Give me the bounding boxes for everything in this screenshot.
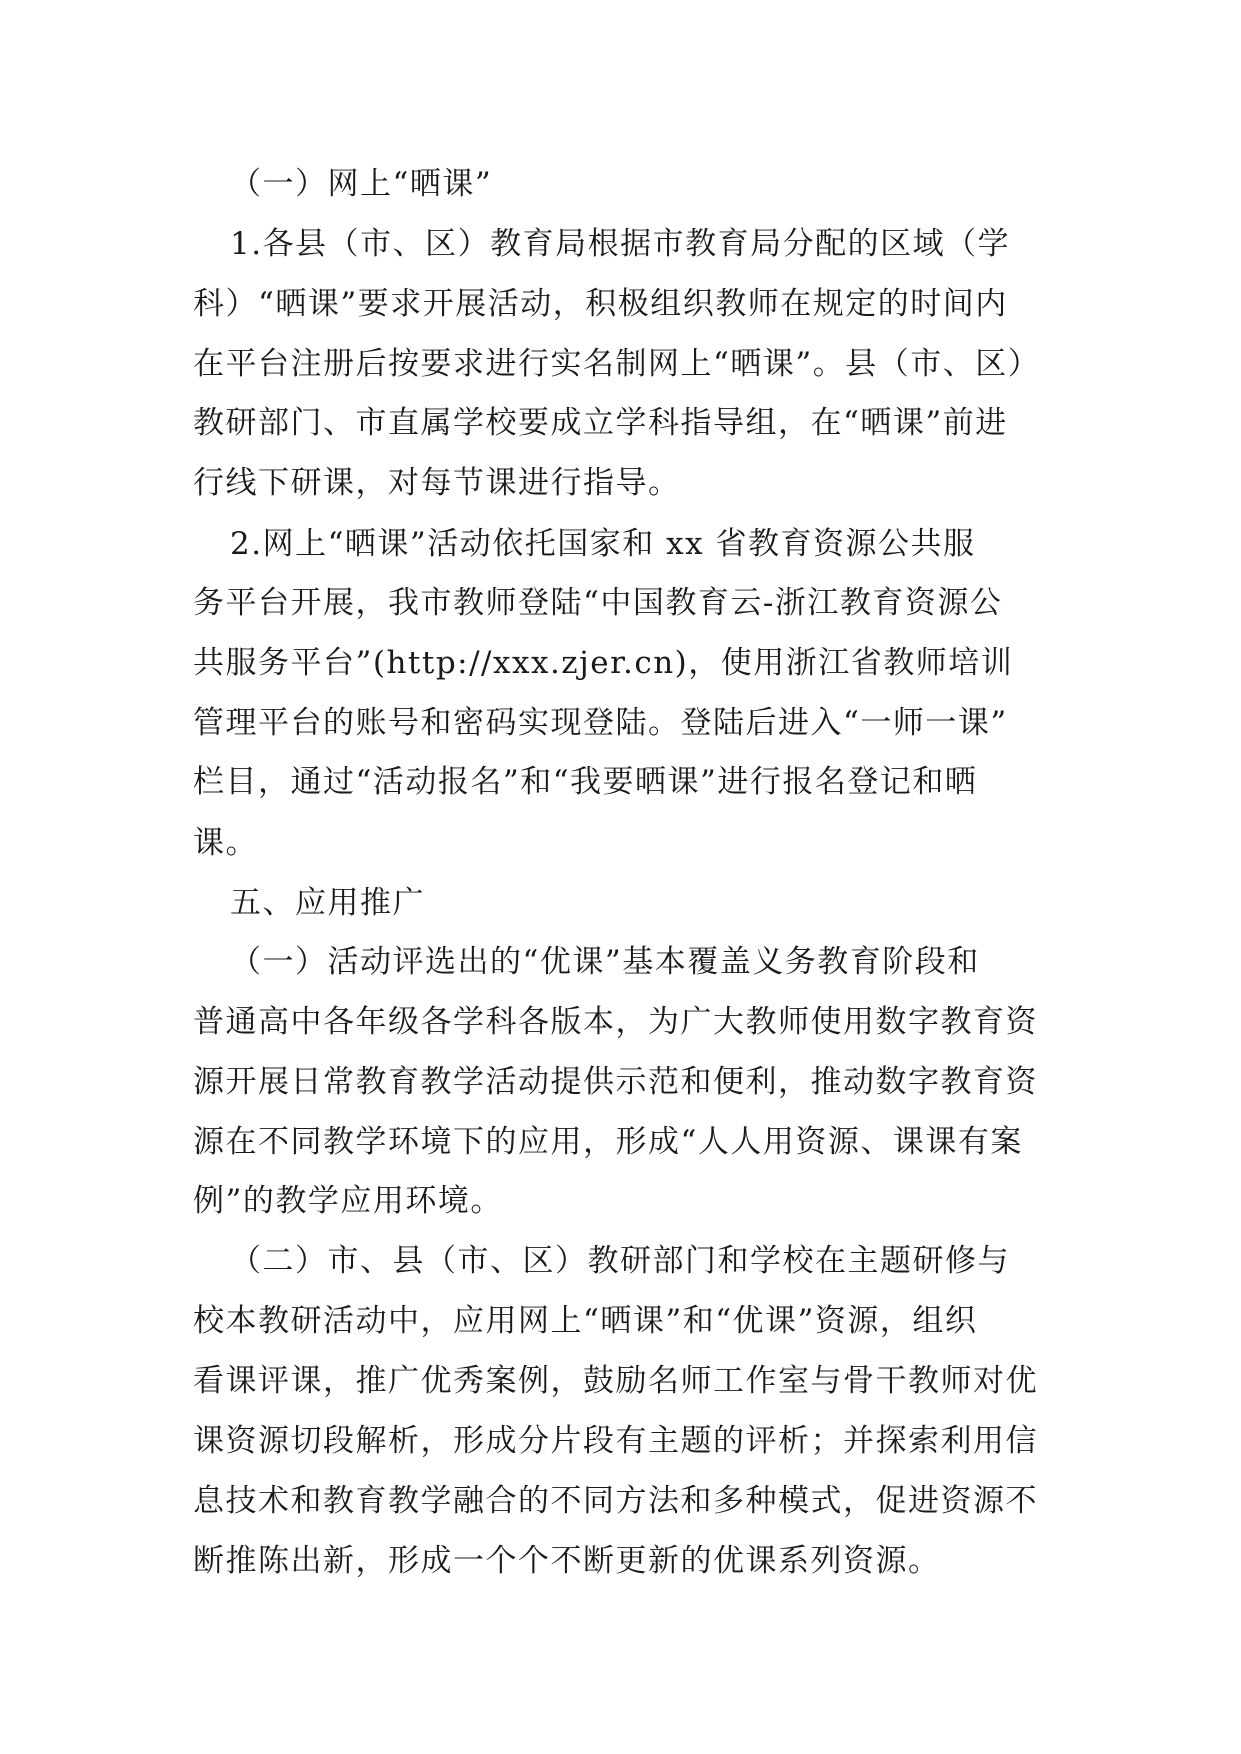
paragraph-line: 源在不同教学环境下的应用，形成“人人用资源、课课有案 [193, 1124, 1023, 1160]
paragraph-line: 断推陈出新，形成一个个不断更新的优课系列资源。 [193, 1543, 941, 1579]
paragraph-line: 源开展日常教育教学活动提供示范和便利，推动数字教育资 [193, 1064, 1038, 1100]
paragraph-line: 科）“晒课”要求开展活动，积极组织教师在规定的时间内 [193, 286, 1008, 322]
paragraph-line: 普通高中各年级各学科各版本，为广大教师使用数字教育资 [193, 1004, 1038, 1040]
paragraph-line: 行线下研课，对每节课进行指导。 [193, 465, 681, 501]
paragraph-line: 看课评课，推广优秀案例，鼓励名师工作室与骨干教师对优 [193, 1363, 1038, 1399]
paragraph-line: 教研部门、市直属学校要成立学科指导组，在“晒课”前进 [193, 405, 1008, 441]
section-heading-application: 五、应用推广 [230, 885, 425, 921]
paragraph-line: 例”的教学应用环境。 [193, 1183, 503, 1219]
paragraph-line: 课资源切段解析，形成分片段有主题的评析；并探索利用信 [193, 1423, 1038, 1459]
paragraph-line: （二）市、县（市、区）教研部门和学校在主题研修与 [230, 1243, 1010, 1279]
paragraph-line: 管理平台的账号和密码实现登陆。登陆后进入“一师一课” [193, 705, 1008, 741]
paragraph-line: 1.各县（市、区）教育局根据市教育局分配的区域（学 [230, 226, 1011, 262]
paragraph-line: （一）活动评选出的“优课”基本覆盖义务教育阶段和 [230, 944, 980, 980]
paragraph-line: 息技术和教育教学融合的不同方法和多种模式，促进资源不 [193, 1483, 1038, 1519]
paragraph-line: 校本教研活动中，应用网上“晒课”和“优课”资源，组织 [193, 1303, 978, 1339]
section-heading-online-lesson: （一）网上“晒课” [230, 166, 493, 202]
paragraph-line: 共服务平台”(http://xxx.zjer.cn)，使用浙江省教师培训 [193, 645, 1014, 681]
paragraph-line: 2.网上“晒课”活动依托国家和 xx 省教育资源公共服 [230, 526, 976, 562]
paragraph-line: 栏目，通过“活动报名”和“我要晒课”进行报名登记和晒 [193, 764, 978, 800]
paragraph-line: 课。 [193, 825, 258, 861]
paragraph-line: 务平台开展，我市教师登陆“中国教育云-浙江教育资源公 [193, 585, 1003, 621]
paragraph-line: 在平台注册后按要求进行实名制网上“晒课”。县（市、区） [193, 346, 1041, 382]
